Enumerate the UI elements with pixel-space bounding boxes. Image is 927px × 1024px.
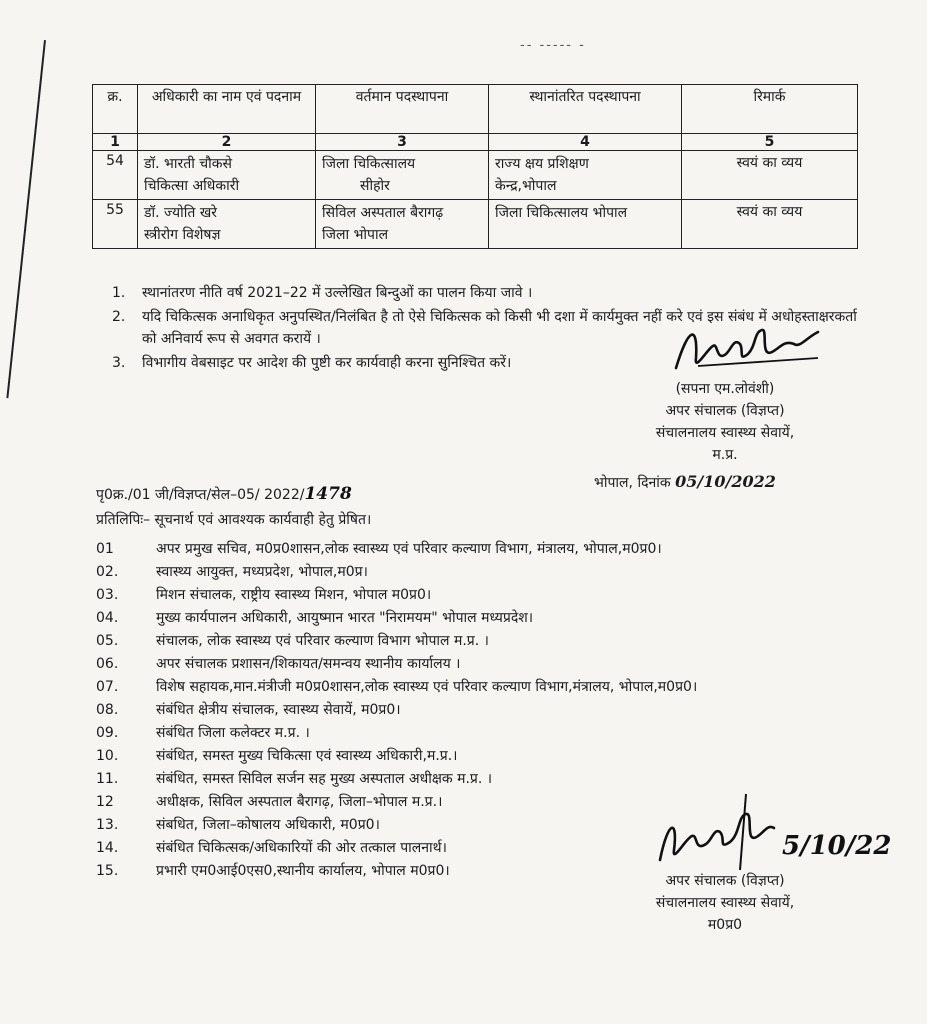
copy-to-item <box>96 561 886 584</box>
header-current-posting: वर्तमान पदस्थापना <box>316 85 489 134</box>
col-number: 2 <box>138 134 316 151</box>
current-posting-cell <box>316 200 489 249</box>
table-row <box>93 200 858 249</box>
current-posting-line: सिविल अस्पताल बैरागढ़ <box>322 205 444 221</box>
officer-designation: चिकित्सा अधिकारी <box>144 178 240 194</box>
signatory-block-2 <box>610 870 840 936</box>
reference-prefix: पृ0क्र./01 जी/विज्ञप्त/सेल–05/ 2022/ <box>96 487 305 503</box>
signatory-office: संचालनालय स्वास्थ्य सेवायें, <box>655 895 795 911</box>
top-faded-mark: -- ----- - <box>520 38 586 53</box>
copy-to-item <box>96 630 886 653</box>
handwritten-date: 5/10/22 <box>782 831 892 861</box>
copy-to-text: संबधित, जिला–कोषालय अधिकारी, म0प्र0। <box>156 817 380 833</box>
transferred-posting-line: केन्द्र,भोपाल <box>495 178 557 194</box>
row-sr: 54 <box>93 151 138 200</box>
current-posting-line: जिला चिकित्सालय <box>322 156 416 172</box>
copy-to-number: 14. <box>96 840 119 856</box>
copy-to-number: 10. <box>96 748 119 764</box>
remark-cell: स्वयं का व्यय <box>682 200 858 249</box>
copy-to-item <box>96 676 886 699</box>
copy-to-text: संबंधित जिला कलेक्टर म.प्र. । <box>156 725 310 741</box>
col-number: 5 <box>682 134 858 151</box>
copy-to-text: संबंधित, समस्त मुख्य चिकित्सा एवं स्वास्थ्य अधिकारी,म.प्र.। <box>156 748 458 764</box>
signatory-office: संचालनालय स्वास्थ्य सेवायें, <box>655 425 795 441</box>
signature-2 <box>650 790 892 880</box>
instruction-item <box>112 282 872 304</box>
header-remark: रिमार्क <box>682 85 858 134</box>
current-posting-cell <box>316 151 489 200</box>
officer-name: डॉ. भारती चौकसे <box>144 156 232 172</box>
date-label: भोपाल, दिनांक <box>594 475 671 491</box>
col-number: 1 <box>93 134 138 151</box>
copy-to-item <box>96 653 886 676</box>
header-officer-name: अधिकारी का नाम एवं पदनाम <box>138 85 316 134</box>
table-row <box>93 151 858 200</box>
officer-cell <box>138 200 316 249</box>
current-posting-line: जिला भोपाल <box>322 227 389 243</box>
copy-to-number: 05. <box>96 633 119 649</box>
copy-to-text: मिशन संचालक, राष्ट्रीय स्वास्थ्य मिशन, भोपाल म0प्र0। <box>156 587 432 603</box>
copy-to-text: स्वास्थ्य आयुक्त, मध्यप्रदेश, भोपाल,म0प्र। <box>156 564 368 580</box>
transferred-posting-line: जिला चिकित्सालय भोपाल <box>495 205 628 221</box>
officer-cell <box>138 151 316 200</box>
copy-to-item <box>96 607 886 630</box>
copy-to-item <box>96 768 886 791</box>
copy-to-number: 07. <box>96 679 119 695</box>
copy-to-text: संबंधित क्षेत्रीय संचालक, स्वास्थ्य सेवायें, म0प्र0। <box>156 702 401 718</box>
reference-number <box>96 484 352 504</box>
copy-to-number: 03. <box>96 587 119 603</box>
signatory-state: म0प्र0 <box>707 917 743 933</box>
instruction-text: विभागीय वेबसाइट पर आदेश की पुष्टी कर कार्यवाही करना सुनिश्चित करें। <box>142 355 512 371</box>
instruction-text: स्थानांतरण नीति वर्ष 2021–22 में उल्लेखित बिन्दुओं का पालन किया जावे । <box>142 285 533 301</box>
instruction-number: 3. <box>112 355 126 371</box>
header-transferred-posting: स्थानांतरित पदस्थापना <box>489 85 682 134</box>
transferred-posting-cell <box>489 200 682 249</box>
copy-to-number: 08. <box>96 702 119 718</box>
copy-to-item <box>96 745 886 768</box>
copy-to-number: 12 <box>96 794 114 810</box>
transferred-posting-line: राज्य क्षय प्रशिक्षण <box>495 156 589 172</box>
transfer-table <box>92 84 858 249</box>
issue-date <box>594 472 776 492</box>
current-posting-line: सीहोर <box>360 178 390 194</box>
copy-to-item <box>96 722 886 745</box>
signatory-block-1 <box>610 378 840 466</box>
copy-to-item <box>96 699 886 722</box>
copy-to-item <box>96 584 886 607</box>
signatory-state: म.प्र. <box>712 447 738 463</box>
col-number: 4 <box>489 134 682 151</box>
signature-1 <box>668 318 828 380</box>
row-sr: 55 <box>93 200 138 249</box>
instruction-number: 1. <box>112 285 126 301</box>
header-sr: क्र. <box>93 85 138 134</box>
copy-to-number: 06. <box>96 656 119 672</box>
copy-to-number: 11. <box>96 771 119 787</box>
copy-to-intro: प्रतिलिपिः– सूचनार्थ एवं आवश्यक कार्यवाही हेतु प्रेषित। <box>96 512 372 528</box>
copy-to-text: अपर संचालक प्रशासन/शिकायत/समन्वय स्थानीय कार्यालय । <box>156 656 461 672</box>
copy-to-number: 04. <box>96 610 119 626</box>
copy-to-text: प्रभारी एम0आई0एस0,स्थानीय कार्यालय, भोपाल म0प्र0। <box>156 863 450 879</box>
officer-designation: स्त्रीरोग विशेषज्ञ <box>144 227 221 243</box>
signatory-designation: अपर संचालक (विज्ञप्त) <box>665 873 785 889</box>
col-number: 3 <box>316 134 489 151</box>
signatory-name: (सपना एम.लोवंशी) <box>675 381 775 397</box>
copy-to-text: संबंधित, समस्त सिविल सर्जन सह मुख्य अस्पताल अधीक्षक म.प्र. । <box>156 771 493 787</box>
table-header-row <box>93 85 858 134</box>
copy-to-text: विशेष सहायक,मान.मंत्रीजी म0प्र0शासन,लोक स्वास्थ्य एवं परिवार कल्याण विभाग,मंत्रालय, भोपाल,म0प्र0। <box>156 679 698 695</box>
copy-to-text: मुख्य कार्यपालन अधिकारी, आयुष्मान भारत "निरामयम" भोपाल मध्यप्रदेश। <box>156 610 534 626</box>
instruction-text: यदि चिकित्सक अनाधिकृत अनुपस्थित/निलंबित है तो ऐसे चिकित्सक को किसी भी दशा में कार्यमुक्त नहीं करे एवं इस संबंध में अधोहस्ताक्षरकर्ता को अनिवार्य रूप से अवगत करायें । <box>142 309 857 347</box>
copy-to-text: संचालक, लोक स्वास्थ्य एवं परिवार कल्याण विभाग भोपाल म.प्र. । <box>156 633 489 649</box>
copy-to-number: 01 <box>96 541 114 557</box>
column-number-row <box>93 134 858 151</box>
reference-handwritten-number: 1478 <box>304 484 352 504</box>
copy-to-number: 13. <box>96 817 119 833</box>
remark-cell: स्वयं का व्यय <box>682 151 858 200</box>
date-value: 05/10/2022 <box>675 472 776 491</box>
copy-to-text: अधीक्षक, सिविल अस्पताल बैरागढ़, जिला–भोपाल म.प्र.। <box>156 794 443 810</box>
copy-to-text: अपर प्रमुख सचिव, म0प्र0शासन,लोक स्वास्थ्य एवं परिवार कल्याण विभाग, मंत्रालय, भोपाल,म0प्र0। <box>156 541 662 557</box>
copy-to-number: 09. <box>96 725 119 741</box>
instruction-number: 2. <box>112 309 126 325</box>
copy-to-item <box>96 538 886 561</box>
copy-to-number: 02. <box>96 564 119 580</box>
copy-to-number: 15. <box>96 863 119 879</box>
copy-to-text: संबंधित चिकित्सक/अधिकारियों की ओर तत्काल पालनार्थ। <box>156 840 447 856</box>
signatory-designation: अपर संचालक (विज्ञप्त) <box>665 403 785 419</box>
page-edge-line <box>6 40 46 398</box>
officer-name: डॉ. ज्योति खरे <box>144 205 218 221</box>
transferred-posting-cell <box>489 151 682 200</box>
